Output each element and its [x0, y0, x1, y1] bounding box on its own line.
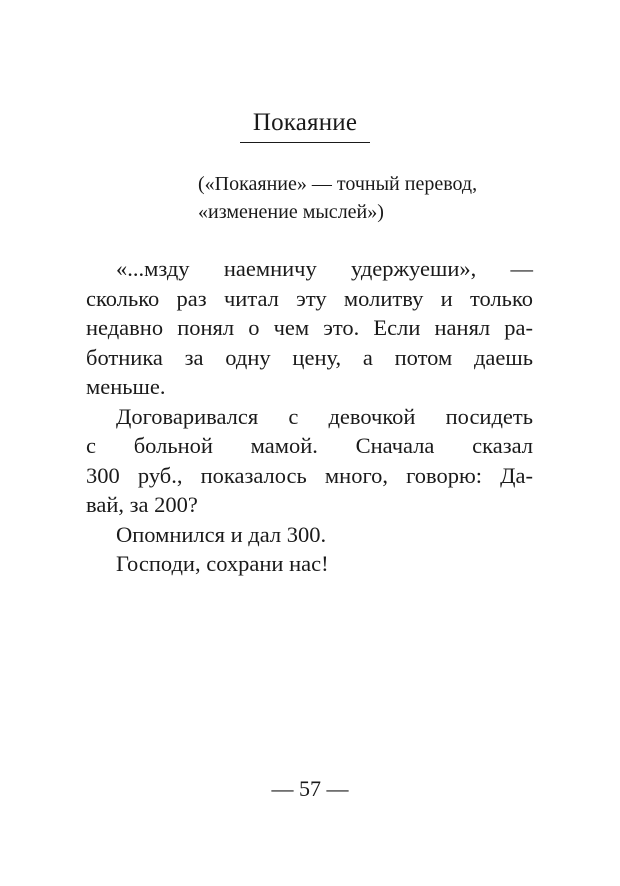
- epigraph-line: («Покаяние» — точный перевод,: [198, 173, 478, 195]
- chapter-title: Покаяние: [240, 108, 370, 143]
- paragraph-line: сколько раз читал эту молитву и только: [86, 285, 533, 311]
- paragraph-line: Договаривался с девочкой посидеть: [116, 403, 533, 429]
- paragraph-line: недавно понял о чем это. Если нанял ра-: [86, 315, 533, 340]
- epigraph-line: «изменение мыслей»): [198, 201, 384, 223]
- body-text: [86, 254, 533, 579]
- epigraph: [198, 170, 538, 226]
- chapter-title-block: [240, 108, 370, 143]
- paragraph-line: Господи, сохрани нас!: [116, 551, 329, 576]
- paragraph-line: ботника за одну цену, а потом даешь: [86, 344, 533, 370]
- paragraph-line: с больной мамой. Сначала сказал: [86, 433, 533, 458]
- paragraph-line: Опомнился и дал 300.: [116, 521, 327, 547]
- page-number: — 57 —: [271, 776, 349, 801]
- paragraph-line: 300 руб., показалось много, говорю: Да-: [86, 462, 533, 488]
- paragraph-line: меньше.: [86, 374, 166, 399]
- paragraph-line: «...мзду наемничу удержуеши», —: [116, 256, 533, 281]
- paragraph-line: вай, за 200?: [86, 492, 198, 517]
